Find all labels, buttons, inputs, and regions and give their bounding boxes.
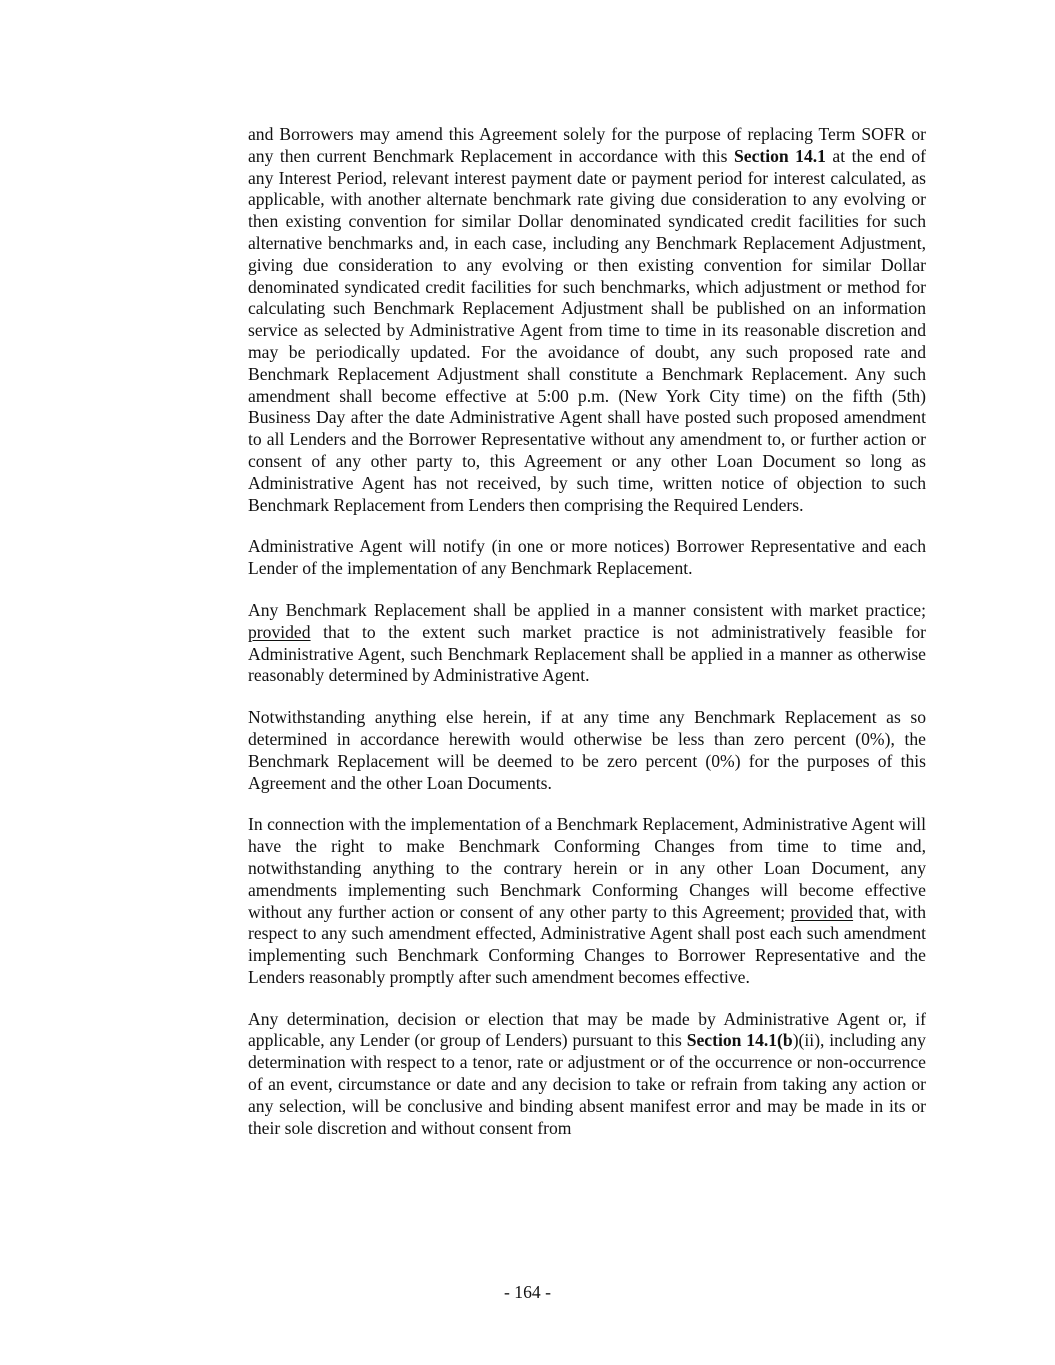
section-reference: Section 14.1(b (686, 1030, 793, 1051)
paragraph-benchmark-amendment (248, 124, 926, 516)
underlined-term: provided (790, 901, 854, 922)
page-number: - 164 - (504, 1282, 551, 1302)
underlined-term: provided (248, 621, 311, 642)
text-run: that to the extent such market practice is not administratively feasible for Administrative Agent, such Benchmark Replacement shall be applied in a manner as otherwise reasonably determined by Administrative Agent. (248, 621, 926, 686)
text-run: Administrative Agent will notify (in one or more notices) Borrower Representative and each Lender of the implementation of any Benchmark Replacement. (248, 536, 926, 579)
paragraph-conforming-changes (248, 814, 926, 988)
text-run: Any Benchmark Replacement shall be applied in a manner consistent with market practice; (248, 599, 926, 620)
document-body (248, 124, 926, 1139)
text-run: )(ii), including any determination with respect to a tenor, rate or adjustment or of the occurrence or non-occurrence of an event, circumstance or date and any decision to take or refrain from taking any action or any selection, will be conclusive and binding absent manifest error and may be made in its or their sole discretion and without consent from (248, 1030, 926, 1138)
paragraph-determinations (248, 1009, 926, 1140)
text-run: at the end of any Interest Period, relevant interest payment date or payment period for interest calculated, as applicable, with another alternate benchmark rate giving due consideration to any evolving or then existing convention for similar Dollar denominated syndicated credit facilities for such alternative benchmarks and, in each case, including any Benchmark Replacement Adjustment, giving due consideration to any evolving or then existing convention for similar Dollar denominated syndicated credit facilities for such benchmarks, which adjustment or method for calculating such Benchmark Replacement Adjustment shall be published on an information service as selected by Administrative Agent from time to time in its reasonable discretion and may be periodically updated. For the avoidance of doubt, any such proposed rate and Benchmark Replacement Adjustment shall constitute a Benchmark Replacement. Any such amendment shall become effective at 5:00 p.m. (New York City time) on the fifth (5th) Business Day after the date Administrative Agent shall have posted such proposed amendment to all Lenders and the Borrower Representative without any amendment to, or further action or consent of any other party to, this Agreement or any other Loan Document so long as Administrative Agent has not received, by such time, written notice of objection to such Benchmark Replacement from Lenders then comprising the Required Lenders. (248, 145, 927, 515)
text-run: Notwithstanding anything else herein, if at any time any Benchmark Replacement as so determined in accordance herewith would otherwise be less than zero percent (0%), the Benchmark Replacement will be deemed to be zero percent (0%) for the purposes of this Agreement and the other Loan Documents. (248, 707, 926, 793)
text-run: and Borrowers may amend this Agreement solely for the purpose of replacing Term SOFR or any then current Benchmark Replacement in accordance with this (248, 124, 926, 166)
paragraph-market-practice (248, 600, 926, 687)
paragraph-zero-floor (248, 707, 926, 794)
text-run: Any determination, decision or election that may be made by Administrative Agent or, if applicable, any Lender (or group of Lenders) pursuant to this (248, 1008, 926, 1051)
section-reference: Section 14.1 (733, 145, 826, 166)
paragraph-notification (248, 536, 926, 580)
text-run: that, with respect to any such amendment effected, Administrative Agent shall post each such amendment implementing such Benchmark Conforming Changes to Borrower Representative and the Lenders reasonably promptly after such amendment becomes effective. (248, 901, 926, 987)
text-run: In connection with the implementation of a Benchmark Replacement, Administrative Agent will have the right to make Benchmark Conforming Changes from time to time and, notwithstanding anything to the contrary herein or in any other Loan Document, any amendments implementing such Benchmark Conforming Changes will become effective without any further action or consent of any other party to this Agreement; (248, 814, 926, 922)
